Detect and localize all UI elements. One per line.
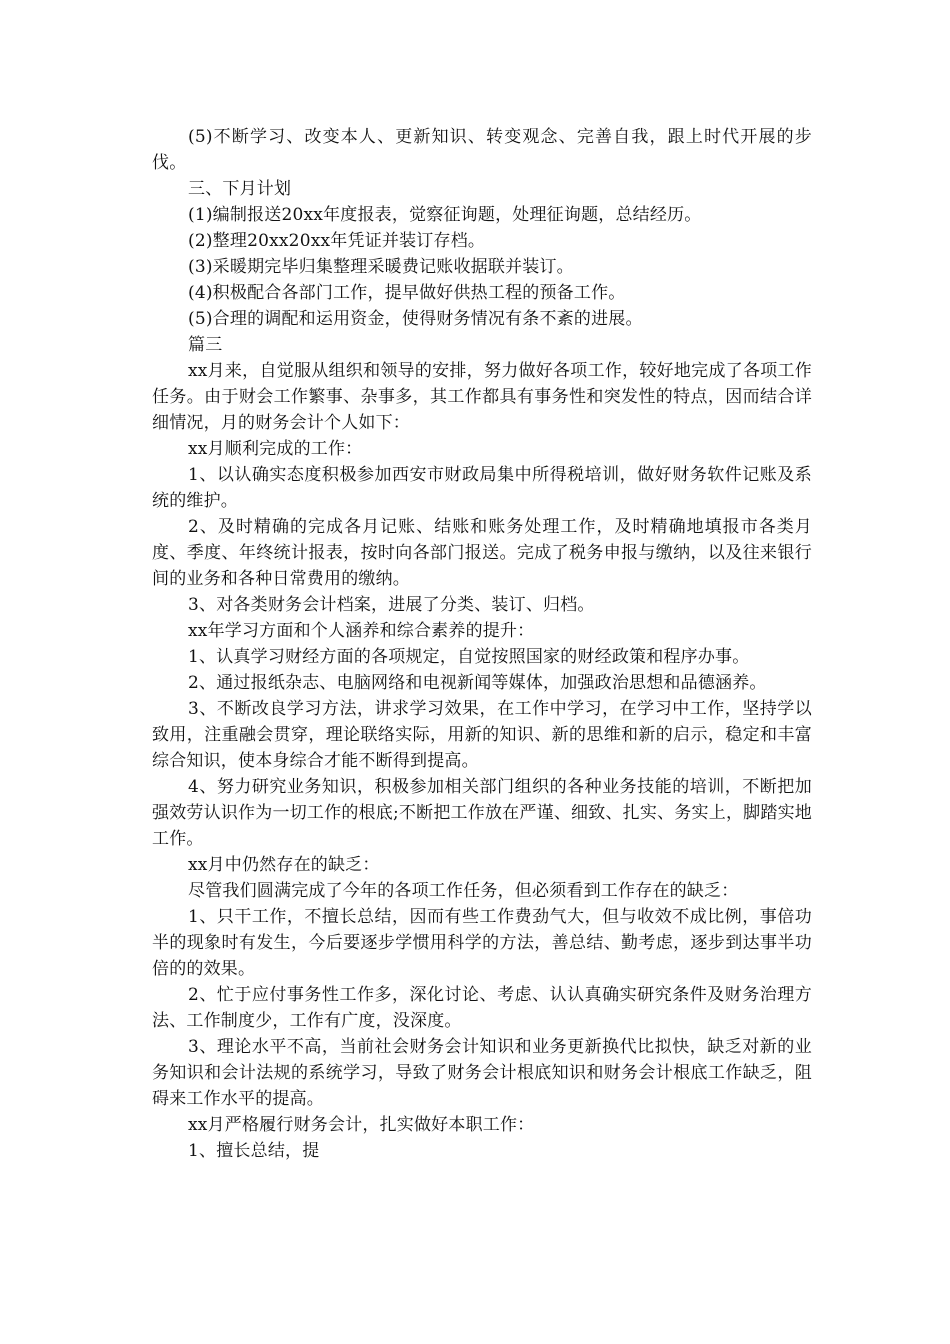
paragraph: (1)编制报送20xx年度报表，觉察征询题，处理征询题，总结经历。	[188, 205, 702, 225]
paragraph: xx月中仍然存在的缺乏：	[188, 855, 380, 875]
paragraph: 3、对各类财务会计档案，进展了分类、装订、归档。	[188, 595, 595, 615]
paragraph: 2、忙于应付事务性工作多，深化讨论、考虑、认认真确实研究条件及财务治理方法、工作制度少，工作有广度，没深度。	[152, 985, 812, 1031]
paragraph: xx年学习方面和个人涵养和综合素养的提升：	[188, 621, 535, 641]
paragraph: 3、理论水平不高，当前社会财务会计知识和业务更新换代比拟快，缺乏对新的业务知识和会计法规的系统学习，导致了财务会计根底知识和财务会计根底工作缺乏，阻碍来工作水平的提高。	[152, 1037, 812, 1109]
paragraph: xx月顺利完成的工作：	[188, 439, 363, 459]
paragraph: 4、努力研究业务知识，积极参加相关部门组织的各种业务技能的培训，不断把加强效劳认识作为一切工作的根底;不断把工作放在严谨、细致、扎实、务实上，脚踏实地工作。	[152, 777, 812, 849]
paragraph: (2)整理20xx20xx年凭证并装订存档。	[188, 231, 486, 251]
paragraph: (5)合理的调配和运用资金，使得财务情况有条不紊的进展。	[188, 309, 643, 329]
document-body	[152, 124, 812, 1164]
paragraph: (4)积极配合各部门工作，提早做好供热工程的预备工作。	[188, 283, 626, 303]
paragraph: 1、擅长总结，提	[188, 1141, 320, 1161]
paragraph: (3)采暖期完毕归集整理采暖费记账收据联并装订。	[188, 257, 574, 277]
paragraph: 2、及时精确的完成各月记账、结账和账务处理工作，及时精确地填报市各类月度、季度、年终统计报表，按时向各部门报送。完成了税务申报与缴纳，以及往来银行间的业务和各种日常费用的缴纳。	[152, 517, 812, 589]
paragraph: 1、只干工作，不擅长总结，因而有些工作费劲气大，但与收效不成比例，事倍功半的现象时有发生，今后要逐步学惯用科学的方法，善总结、勤考虑，逐步到达事半功倍的的效果。	[152, 907, 812, 979]
paragraph: 1、认真学习财经方面的各项规定，自觉按照国家的财经政策和程序办事。	[188, 647, 750, 667]
paragraph: 3、不断改良学习方法，讲求学习效果，在工作中学习，在学习中工作，坚持学以致用，注重融会贯穿，理论联络实际，用新的知识、新的思维和新的启示，稳定和丰富综合知识，使本身综合才能不断得到提高。	[152, 699, 812, 771]
paragraph: 2、通过报纸杂志、电脑网络和电视新闻等媒体，加强政治思想和品德涵养。	[188, 673, 767, 693]
paragraph: 尽管我们圆满完成了今年的各项工作任务，但必须看到工作存在的缺乏：	[188, 881, 739, 901]
paragraph: xx月严格履行财务会计，扎实做好本职工作：	[188, 1115, 535, 1135]
paragraph: (5)不断学习、改变本人、更新知识、转变观念、完善自我，跟上时代开展的步伐。	[152, 127, 812, 173]
section-heading: 篇三	[188, 335, 223, 355]
paragraph: 1、以认确实态度积极参加西安市财政局集中所得税培训，做好财务软件记账及系统的维护。	[152, 465, 812, 511]
paragraph: xx月来，自觉服从组织和领导的安排，努力做好各项工作，较好地完成了各项工作任务。由于财会工作繁事、杂事多，其工作都具有事务性和突发性的特点，因而结合详细情况，月的财务会计个人如下：	[152, 361, 812, 433]
section-heading: 三、下月计划	[188, 179, 292, 199]
